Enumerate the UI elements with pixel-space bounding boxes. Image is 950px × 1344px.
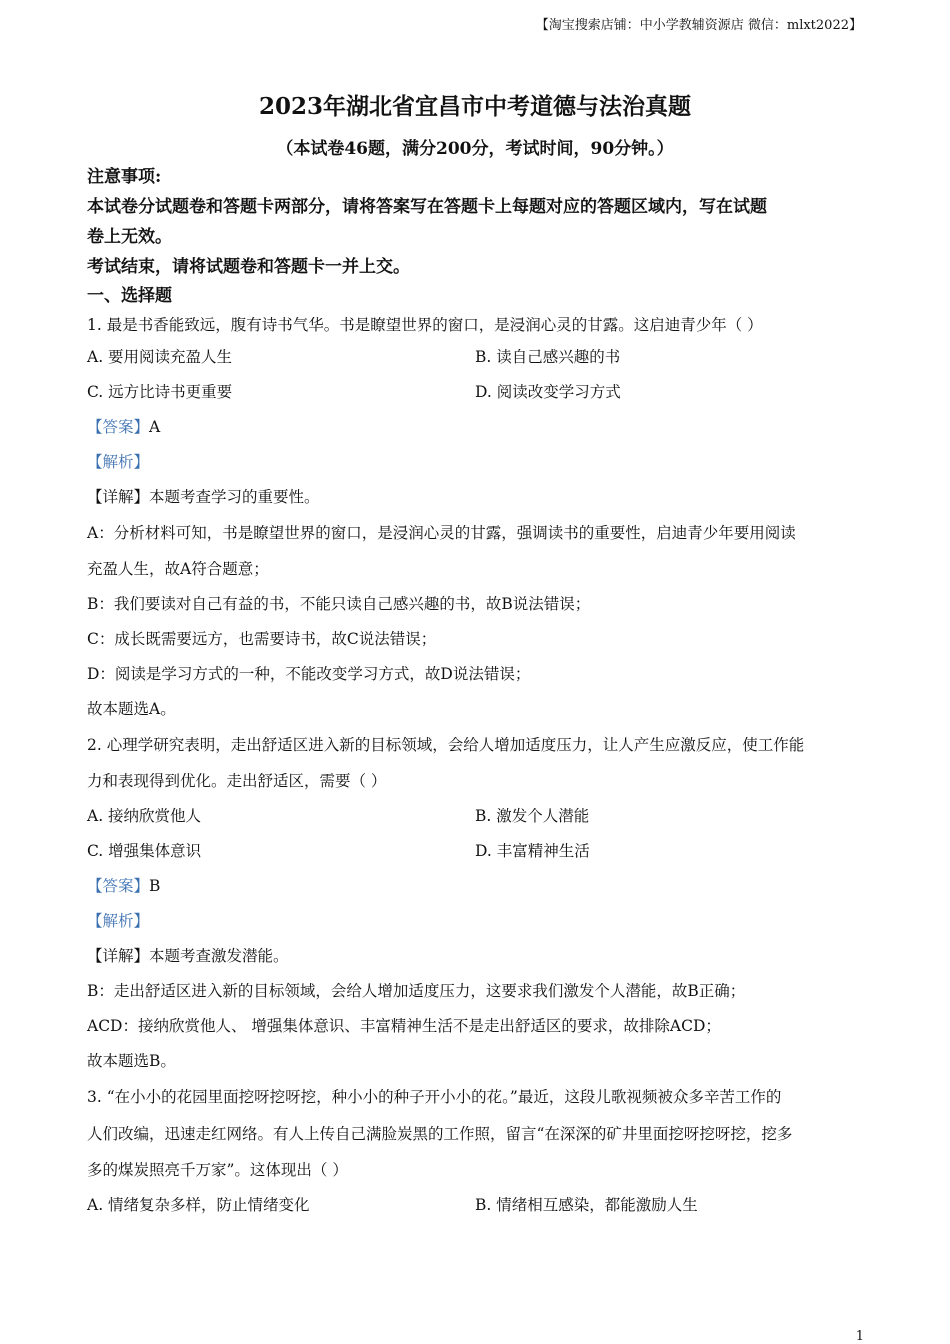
q3-stem-line-2: 人们改编，迅速走红网络。有人上传自己满脸炭黑的工作照，留言“在深深的矿井里面挖呀挖呀挖，挖多 bbox=[87, 1125, 793, 1143]
exam-subtitle: （本试卷46题，满分200分，考试时间，90分钟。） bbox=[276, 139, 674, 159]
q1-option-a: A. 要用阅读充盈人生 bbox=[87, 348, 233, 366]
q2-options-row-2 bbox=[87, 834, 859, 869]
q2-stem-line-1: 2. 心理学研究表明，走出舒适区进入新的目标领域，会给人增加适度压力，让人产生应激反应，使工作能 bbox=[87, 736, 805, 754]
q2-answer-label: 【答案】 bbox=[87, 877, 150, 895]
q2-option-c: C. 增强集体意识 bbox=[87, 842, 202, 860]
q1-explanation-b: B：我们要读对自己有益的书，不能只读自己感兴趣的书，故B说法错误； bbox=[87, 595, 591, 613]
page-number: 1 bbox=[855, 1329, 864, 1344]
document-body bbox=[87, 162, 859, 1223]
q2-stem-line-2: 力和表现得到优化。走出舒适区，需要（ ） bbox=[87, 772, 387, 790]
q2-answer bbox=[87, 869, 859, 904]
exam-title: 2023年湖北省宜昌市中考道德与法治真题 bbox=[258, 93, 691, 120]
q1-answer bbox=[87, 410, 859, 445]
q3-stem-line-1: 3. “在小小的花园里面挖呀挖呀挖，种小小的种子开小小的花。”最近，这段儿歌视频被众多辛苦工作的 bbox=[87, 1088, 782, 1106]
q3-option-b: B. 情绪相互感染，都能激励人生 bbox=[475, 1196, 698, 1214]
q3-options-row-1 bbox=[87, 1188, 859, 1223]
q3-stem-line-3: 多的煤炭照亮千万家”。这体现出（ ） bbox=[87, 1161, 348, 1179]
q2-answer-value: B bbox=[149, 877, 161, 895]
q1-explanation-a-1: A：分析材料可知，书是瞭望世界的窗口，是浸润心灵的甘露，强调读书的重要性，启迪青少年要用阅读 bbox=[87, 524, 796, 542]
q1-explanation-a-2: 充盈人生，故A符合题意； bbox=[87, 560, 269, 578]
q1-options-row-2 bbox=[87, 375, 859, 410]
notice-heading: 注意事项: bbox=[87, 167, 162, 187]
notice-line-3: 考试结束，请将试题卷和答题卡一并上交。 bbox=[87, 257, 410, 277]
q3-option-a: A. 情绪复杂多样，防止情绪变化 bbox=[87, 1196, 310, 1214]
q1-option-b: B. 读自己感兴趣的书 bbox=[475, 348, 621, 366]
q2-option-a: A. 接纳欣赏他人 bbox=[87, 807, 202, 825]
q1-detail: 【详解】本题考查学习的重要性。 bbox=[87, 488, 320, 506]
q1-options-row-1 bbox=[87, 340, 859, 375]
q2-explanation-b: B：走出舒适区进入新的目标领域，会给人增加适度压力，这要求我们激发个人潜能，故B正确； bbox=[87, 982, 746, 1000]
q2-options-row-1 bbox=[87, 799, 859, 834]
q1-explanation-c: C：成长既需要远方，也需要诗书，故C说法错误； bbox=[87, 630, 437, 648]
q1-option-d: D. 阅读改变学习方式 bbox=[475, 383, 621, 401]
q2-analysis-label: 【解析】 bbox=[87, 912, 150, 930]
q1-answer-value: A bbox=[149, 418, 161, 436]
q2-option-b: B. 激发个人潜能 bbox=[475, 807, 590, 825]
q1-stem: 1. 最是书香能致远，腹有诗书气华。书是瞭望世界的窗口，是浸润心灵的甘露。这启迪青少年（ ） bbox=[87, 316, 763, 334]
q2-detail: 【详解】本题考查激发潜能。 bbox=[87, 947, 289, 965]
q1-answer-label: 【答案】 bbox=[87, 418, 150, 436]
q2-explanation-acd: ACD：接纳欣赏他人、 增强集体意识、丰富精神生活不是走出舒适区的要求，故排除ACD； bbox=[87, 1017, 721, 1035]
q2-option-d: D. 丰富精神生活 bbox=[475, 842, 590, 860]
q1-explanation-d: D：阅读是学习方式的一种，不能改变学习方式，故D说法错误； bbox=[87, 665, 531, 683]
notice-line-2: 卷上无效。 bbox=[87, 227, 172, 247]
q1-option-c: C. 远方比诗书更重要 bbox=[87, 383, 233, 401]
section-heading: 一、选择题 bbox=[87, 286, 172, 306]
notice-line-1: 本试卷分试题卷和答题卡两部分，请将答案写在答题卡上每题对应的答题区域内，写在试题 bbox=[87, 197, 767, 217]
header-note: 【淘宝搜索店铺：中小学教辅资源店 微信：mlxt2022】 bbox=[535, 18, 862, 33]
q1-analysis-label: 【解析】 bbox=[87, 453, 150, 471]
q2-conclusion: 故本题选B。 bbox=[87, 1052, 176, 1070]
q1-conclusion: 故本题选A。 bbox=[87, 700, 176, 718]
